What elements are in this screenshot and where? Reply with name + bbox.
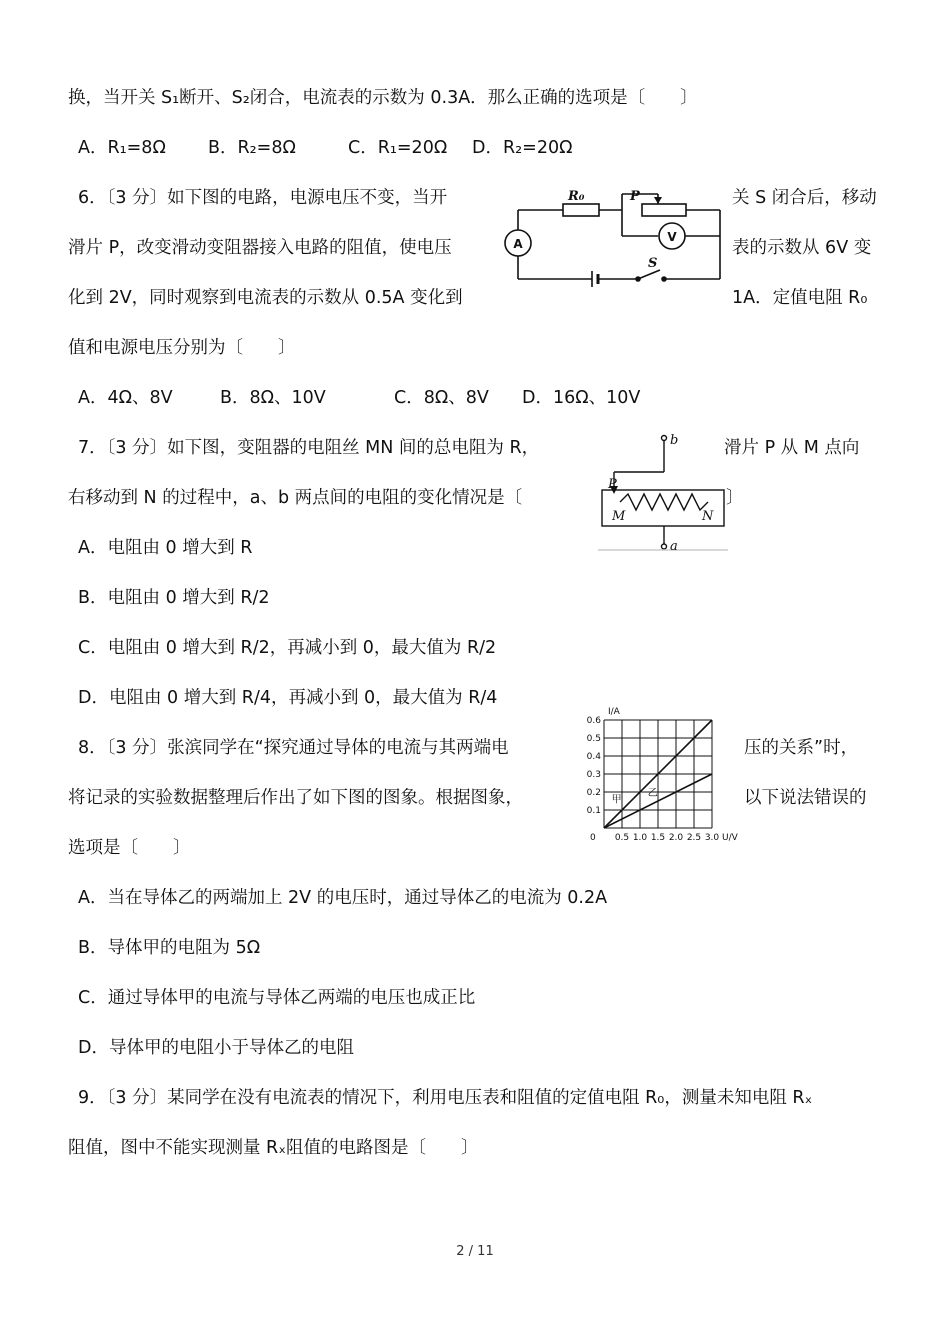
q8-line1-right: 压的关系”时，: [744, 738, 859, 758]
q8-option-d: D．导体甲的电阻小于导体乙的电阻: [78, 1038, 354, 1058]
q6-fig-s-label: S: [648, 256, 658, 271]
chart-y-tick-label: 0.2: [586, 788, 601, 798]
q8-iu-chart: [582, 704, 744, 846]
q7-fig-m-label: M: [612, 509, 626, 524]
chart-x-tick-label: 0.5: [614, 833, 630, 843]
chart-ylabel: I/A: [608, 707, 620, 717]
chart-series-label: 甲: [611, 794, 622, 806]
q6-line3-left: 化到 2V，同时观察到电流表的示数从 0.5A 变化到: [68, 288, 463, 308]
q8-option-b: B．导体甲的电阻为 5Ω: [78, 938, 261, 958]
chart-x-tick-label: 2.5: [686, 833, 702, 843]
q5-option-c: C．R₁=20Ω: [348, 138, 448, 158]
chart-xlabel: U/V: [722, 833, 738, 843]
q7-fig-p-label: P: [608, 477, 617, 492]
q7-line1-left: 7．〔3 分〕如下图，变阻器的电阻丝 MN 间的总电阻为 R，: [78, 438, 540, 458]
chart-origin-label: 0: [590, 833, 596, 843]
q9-line2: 阻值，图中不能实现测量 Rₓ阻值的电路图是〔 〕: [68, 1138, 479, 1158]
q8-line1-left: 8．〔3 分〕张滨同学在“探究通过导体的电流与其两端电: [78, 738, 509, 758]
chart-x-tick-label: 3.0: [704, 833, 720, 843]
q6-line3-right: 1A．定值电阻 R₀: [732, 288, 868, 308]
chart-series-label: 乙: [647, 788, 658, 800]
q6-line4: 值和电源电压分别为〔 〕: [68, 338, 296, 358]
chart-x-tick-label: 1.0: [632, 833, 648, 843]
q7-option-d: D．电阻由 0 增大到 R/4，再减小到 0，最大值为 R/4: [78, 688, 498, 708]
q6-option-c: C．8Ω、8V: [394, 388, 489, 408]
q9-line1: 9．〔3 分〕某同学在没有电流表的情况下，利用电压表和阻值的定值电阻 R₀，测量未知电阻 Rₓ: [78, 1088, 813, 1108]
q8-option-a: A．当在导体乙的两端加上 2V 的电压时，通过导体乙的电流为 0.2A: [78, 888, 608, 908]
q7-fig-a-label: a: [670, 539, 678, 552]
q7-option-c: C．电阻由 0 增大到 R/2，再减小到 0，最大值为 R/2: [78, 638, 497, 658]
q8-line2-right: 以下说法错误的: [744, 788, 867, 808]
chart-y-tick-label: 0.5: [586, 734, 601, 744]
q5-option-d: D．R₂=20Ω: [472, 138, 573, 158]
q5-option-a: A．R₁=8Ω: [78, 138, 166, 158]
q8-line3: 选项是〔 〕: [68, 838, 191, 858]
q6-fig-ammeter-label: A: [513, 237, 523, 251]
page-number: 2 / 11: [456, 1244, 494, 1259]
q6-fig-voltmeter-label: V: [667, 230, 677, 244]
q7-fig-n-label: N: [702, 509, 714, 524]
q5-line: 换，当开关 S₁断开、S₂闭合，电流表的示数为 0.3A．那么正确的选项是〔 〕: [68, 88, 698, 108]
q7-option-b: B．电阻由 0 增大到 R/2: [78, 588, 270, 608]
chart-y-tick-label: 0.1: [586, 806, 601, 816]
q6-circuit-figure: [498, 182, 728, 292]
q7-line2-right: 〕: [726, 488, 744, 508]
q6-line2-right: 表的示数从 6V 变: [732, 238, 872, 258]
q6-option-a: A．4Ω、8V: [78, 388, 173, 408]
q6-line2-left: 滑片 P，改变滑动变阻器接入电路的阻值，使电压: [68, 238, 452, 258]
q7-option-a: A．电阻由 0 增大到 R: [78, 538, 253, 558]
q6-line1-left: 6．〔3 分〕如下图的电路，电源电压不变，当开: [78, 188, 448, 208]
q7-line1-right: 滑片 P 从 M 点向: [724, 438, 860, 458]
q6-fig-r0-label: R₀: [568, 189, 585, 204]
chart-x-tick-label: 2.0: [668, 833, 684, 843]
chart-y-tick-label: 0.3: [586, 770, 601, 780]
q8-option-c: C．通过导体甲的电流与导体乙两端的电压也成正比: [78, 988, 476, 1008]
q7-rheostat-figure: [598, 428, 728, 552]
q8-line2-left: 将记录的实验数据整理后作出了如下图的图象。根据图象，: [68, 788, 523, 808]
chart-y-tick-label: 0.4: [586, 752, 601, 762]
q5-option-b: B．R₂=8Ω: [208, 138, 296, 158]
q6-fig-p-label: P: [630, 189, 640, 204]
chart-x-tick-label: 1.5: [650, 833, 666, 843]
q6-option-b: B．8Ω、10V: [220, 388, 326, 408]
chart-y-tick-label: 0.6: [586, 716, 601, 726]
q6-option-d: D．16Ω、10V: [522, 388, 641, 408]
q7-line2-left: 右移动到 N 的过程中，a、b 两点间的电阻的变化情况是〔: [68, 488, 523, 508]
q7-fig-b-label: b: [670, 433, 679, 448]
q6-line1-right: 关 S 闭合后，移动: [732, 188, 877, 208]
